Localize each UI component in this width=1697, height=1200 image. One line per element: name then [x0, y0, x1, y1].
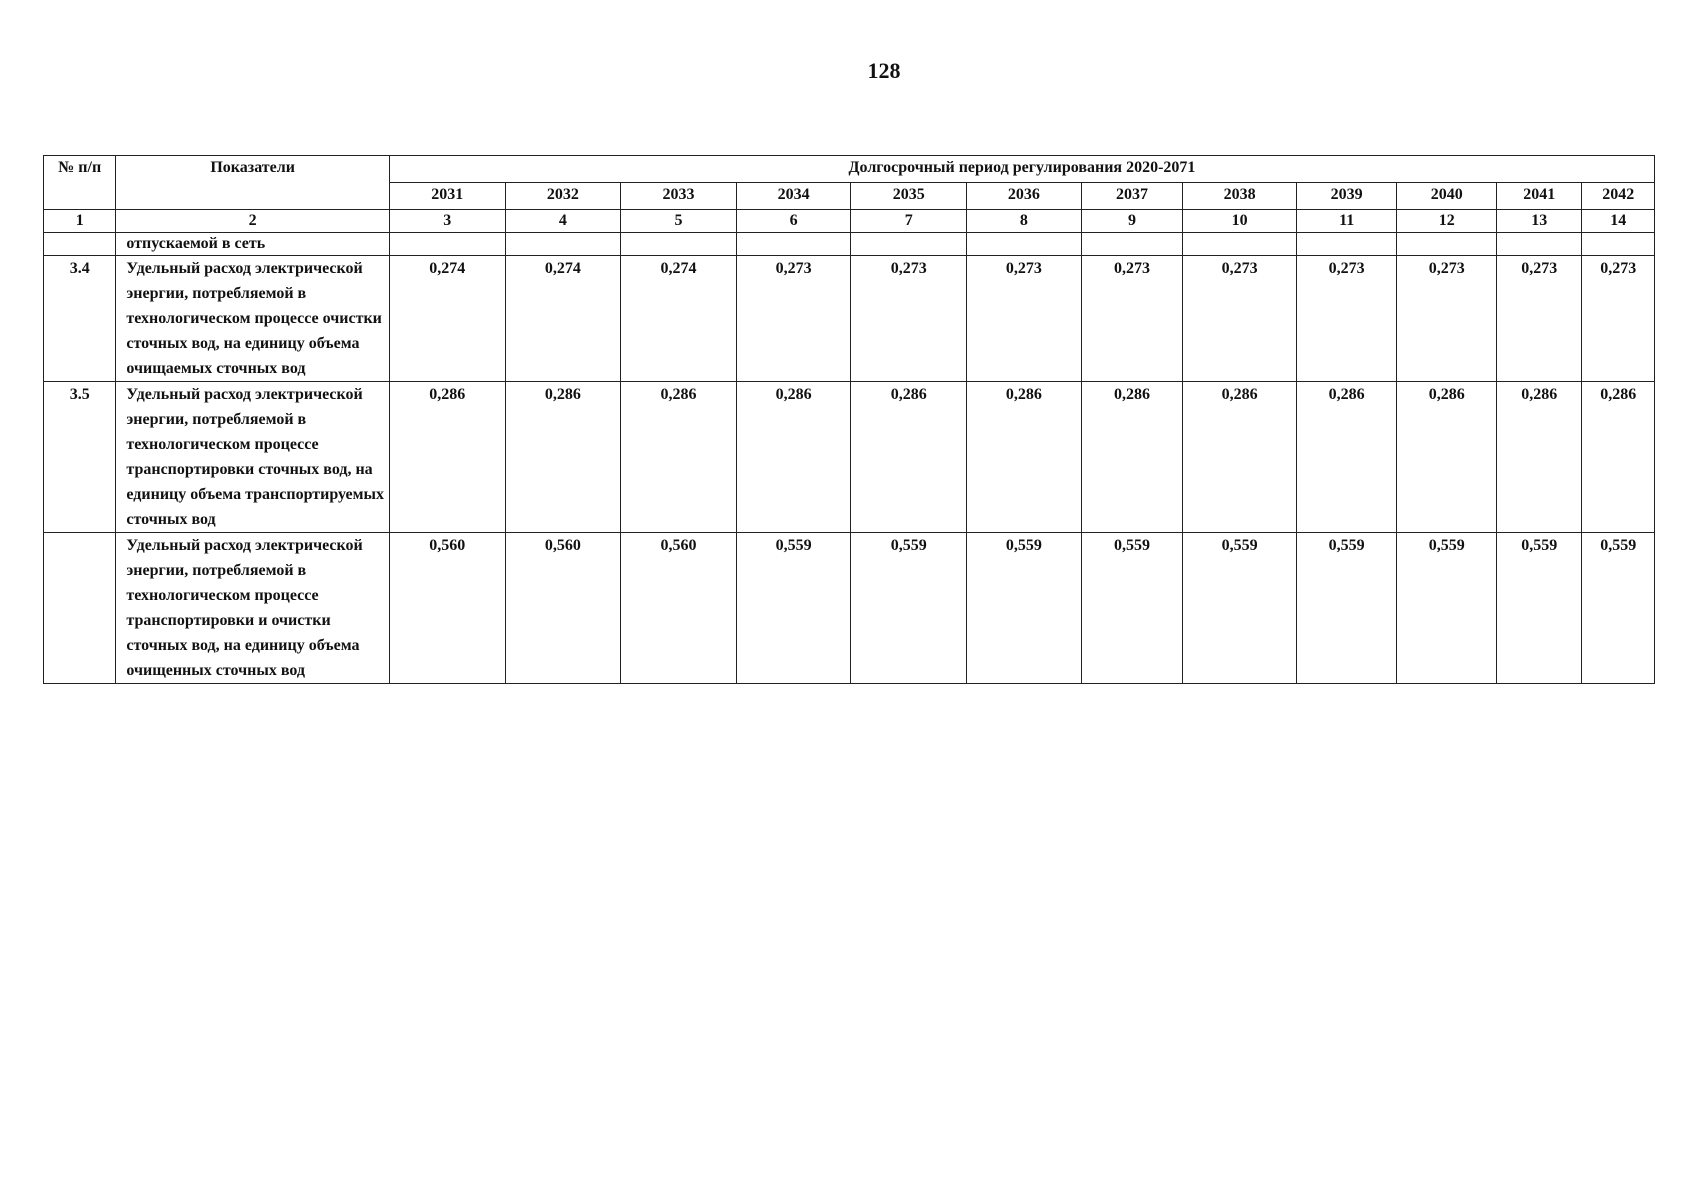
value-cell: 0,286 [1296, 382, 1397, 533]
value-cell: 0,559 [1183, 533, 1297, 684]
value-cell: 0,274 [621, 256, 737, 382]
value-cell: 0,559 [1397, 533, 1497, 684]
continuation-row [44, 233, 1655, 256]
header-row-top [44, 156, 1655, 183]
value-cell: 0,286 [1582, 382, 1655, 533]
value-cell: 0,274 [389, 256, 505, 382]
value-cell: 0,286 [851, 382, 967, 533]
column-number: 6 [736, 210, 851, 233]
continuation-text: отпускаемой в сеть [116, 233, 390, 256]
column-number: 1 [44, 210, 116, 233]
empty-cell [505, 233, 621, 256]
value-cell: 0,560 [505, 533, 621, 684]
table-header [44, 156, 1655, 210]
value-cell: 0,273 [1397, 256, 1497, 382]
header-no: № п/п [44, 156, 116, 210]
year-header: 2033 [621, 183, 737, 210]
value-cell: 0,273 [1497, 256, 1582, 382]
value-cell: 0,286 [1183, 382, 1297, 533]
value-cell: 0,286 [621, 382, 737, 533]
value-cell: 0,560 [621, 533, 737, 684]
value-cell: 0,559 [1582, 533, 1655, 684]
value-cell: 0,560 [389, 533, 505, 684]
value-cell: 0,273 [1081, 256, 1183, 382]
value-cell: 0,286 [1081, 382, 1183, 533]
empty-cell [621, 233, 737, 256]
indicator-text: Удельный расход электрической энергии, потребляемой в технологическом процессе очистки сточных вод, на единицу объема очищаемых сточных вод [116, 256, 390, 382]
year-header: 2034 [736, 183, 851, 210]
year-header: 2037 [1081, 183, 1183, 210]
empty-cell [851, 233, 967, 256]
table-row [44, 533, 1655, 684]
empty-cell [1397, 233, 1497, 256]
row-number: 3.4 [44, 256, 116, 382]
column-number: 14 [1582, 210, 1655, 233]
value-cell: 0,286 [967, 382, 1082, 533]
year-header: 2036 [967, 183, 1082, 210]
value-cell: 0,273 [967, 256, 1082, 382]
column-number: 11 [1296, 210, 1397, 233]
column-numbers-row [44, 210, 1655, 233]
table-row [44, 382, 1655, 533]
value-cell: 0,273 [1183, 256, 1297, 382]
year-header: 2031 [389, 183, 505, 210]
value-cell: 0,273 [1582, 256, 1655, 382]
value-cell: 0,286 [1497, 382, 1582, 533]
indicators-table [43, 155, 1655, 684]
value-cell: 0,559 [736, 533, 851, 684]
column-number: 13 [1497, 210, 1582, 233]
value-cell: 0,559 [1081, 533, 1183, 684]
value-cell: 0,274 [505, 256, 621, 382]
column-number: 9 [1081, 210, 1183, 233]
empty-cell [1183, 233, 1297, 256]
header-period: Долгосрочный период регулирования 2020-2071 [389, 156, 1654, 183]
empty-cell [44, 233, 116, 256]
indicator-text: Удельный расход электрической энергии, потребляемой в технологическом процессе транспортировки и очистки сточных вод, на единицу объема очищенных сточных вод [116, 533, 390, 684]
column-number: 2 [116, 210, 390, 233]
empty-cell [1497, 233, 1582, 256]
year-header: 2035 [851, 183, 967, 210]
value-cell: 0,286 [736, 382, 851, 533]
column-number: 3 [389, 210, 505, 233]
year-header: 2038 [1183, 183, 1297, 210]
year-header: 2042 [1582, 183, 1655, 210]
empty-cell [389, 233, 505, 256]
row-number [44, 533, 116, 684]
value-cell: 0,286 [389, 382, 505, 533]
empty-cell [1582, 233, 1655, 256]
column-number: 8 [967, 210, 1082, 233]
value-cell: 0,559 [851, 533, 967, 684]
column-number: 5 [621, 210, 737, 233]
column-number: 7 [851, 210, 967, 233]
header-indicators: Показатели [116, 156, 390, 210]
column-number: 4 [505, 210, 621, 233]
value-cell: 0,273 [736, 256, 851, 382]
empty-cell [736, 233, 851, 256]
value-cell: 0,559 [1497, 533, 1582, 684]
value-cell: 0,286 [505, 382, 621, 533]
column-number: 10 [1183, 210, 1297, 233]
empty-cell [1296, 233, 1397, 256]
column-number: 12 [1397, 210, 1497, 233]
page-number: 128 [867, 58, 901, 83]
empty-cell [1081, 233, 1183, 256]
value-cell: 0,559 [1296, 533, 1397, 684]
year-header: 2039 [1296, 183, 1397, 210]
table-row [44, 256, 1655, 382]
value-cell: 0,559 [967, 533, 1082, 684]
year-header: 2040 [1397, 183, 1497, 210]
value-cell: 0,273 [851, 256, 967, 382]
value-cell: 0,286 [1397, 382, 1497, 533]
empty-cell [967, 233, 1082, 256]
year-header: 2032 [505, 183, 621, 210]
row-number: 3.5 [44, 382, 116, 533]
year-header: 2041 [1497, 183, 1582, 210]
value-cell: 0,273 [1296, 256, 1397, 382]
indicator-text: Удельный расход электрической энергии, потребляемой в технологическом процессе транспортировки сточных вод, на единицу объема транспортируемых сточных вод [116, 382, 390, 533]
